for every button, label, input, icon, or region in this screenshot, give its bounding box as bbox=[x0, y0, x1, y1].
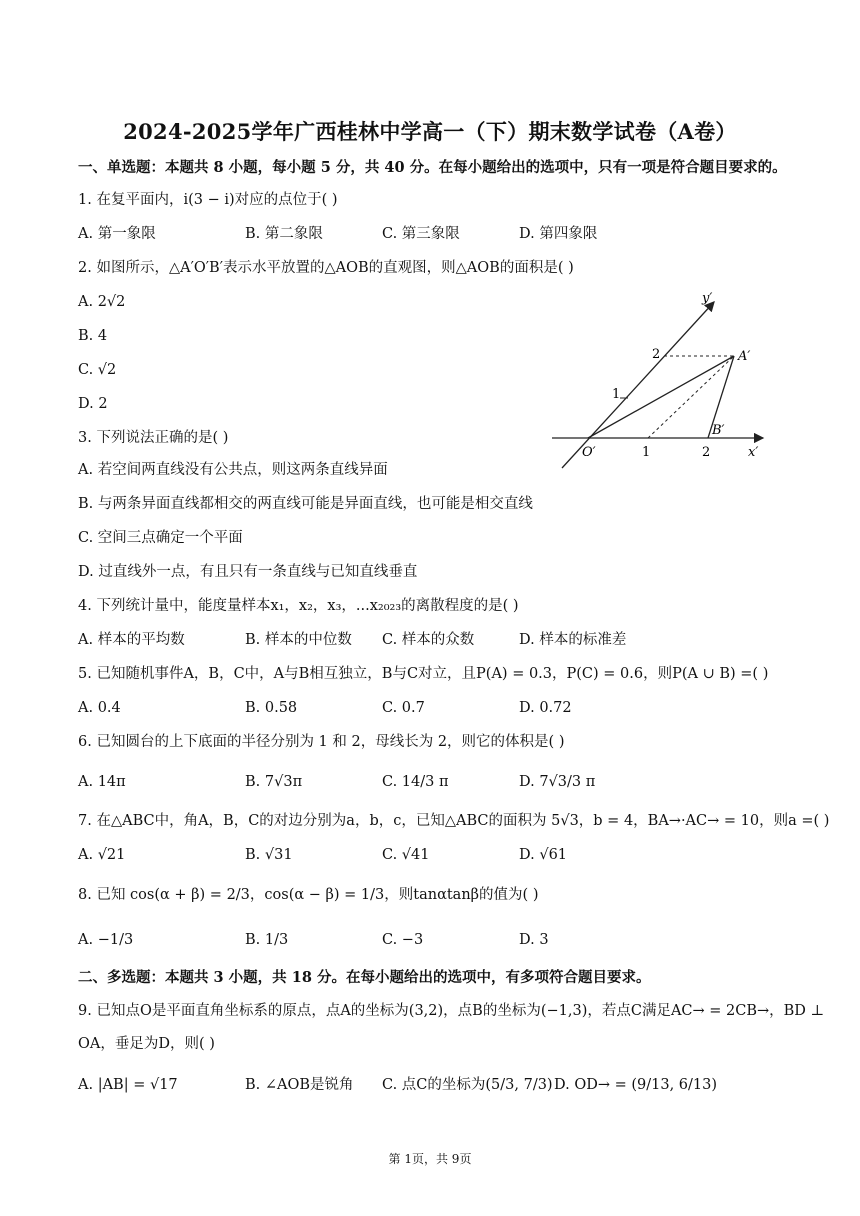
question-6-options bbox=[78, 772, 778, 792]
option-a: A. 样本的平均数 bbox=[78, 632, 185, 648]
option-b: B. ∠AOB是锐角 bbox=[245, 1077, 354, 1093]
y-tick-1-label: 1 bbox=[612, 387, 621, 402]
origin-label: O′ bbox=[582, 445, 596, 460]
question-3-stem: 3. 下列说法正确的是( ) bbox=[78, 430, 229, 446]
option-d: D. √61 bbox=[519, 847, 568, 863]
option-c: C. 样本的众数 bbox=[382, 632, 475, 648]
question-7-stem: 7. 在△ABC中，角A，B，C的对边分别为a，b，c，已知△ABC的面积为 5√3，b = 4，BA→·AC→ = 10，则a =( ) bbox=[78, 813, 830, 829]
exam-title: 2024-2025学年广西桂林中学高一（下）期末数学试卷（A卷） bbox=[123, 119, 737, 144]
option-b: B. 第二象限 bbox=[245, 226, 323, 242]
option-a: A. 0.4 bbox=[78, 700, 121, 716]
option-a: A. 第一象限 bbox=[78, 226, 156, 242]
question-8-stem: 8. 已知 cos(α + β) = 2/3，cos(α − β) = 1/3，则tanαtanβ的值为( ) bbox=[78, 887, 539, 903]
option-d: D. 2 bbox=[78, 396, 108, 412]
option-b: B. 4 bbox=[78, 328, 108, 344]
y-tick-2-label: 2 bbox=[652, 347, 661, 362]
option-a: A. −1/3 bbox=[78, 932, 134, 948]
y-axis-label: y′ bbox=[702, 291, 713, 306]
option-d: D. 7√3/3 π bbox=[519, 774, 596, 790]
question-9-options bbox=[78, 1075, 778, 1095]
option-b: B. 与两条异面直线都相交的两直线可能是异面直线，也可能是相交直线 bbox=[78, 496, 533, 512]
question-1-stem: 1. 在复平面内，i(3 − i)对应的点位于( ) bbox=[78, 192, 338, 208]
option-d: D. 第四象限 bbox=[519, 226, 598, 242]
y-axis-line bbox=[562, 302, 714, 468]
option-a: A. 14π bbox=[78, 774, 126, 790]
question-5-stem: 5. 已知随机事件A，B，C中，A与B相互独立，B与C对立，且P(A) = 0.3，P(C) = 0.6，则P(A ∪ B) =( ) bbox=[78, 666, 769, 682]
oblique-projection-figure bbox=[548, 290, 778, 470]
x-axis-label: x′ bbox=[748, 445, 759, 460]
question-2-stem: 2. 如图所示，△A′O′B′表示水平放置的△AOB的直观图，则△AOB的面积是( ) bbox=[78, 260, 574, 276]
option-d: D. 3 bbox=[519, 932, 549, 948]
question-9-stem-line-1: 9. 已知点O是平面直角坐标系的原点，点A的坐标为(3,2)，点B的坐标为(−1,3)，若点C满足AC→ = 2CB→，BD ⊥ bbox=[78, 1003, 825, 1019]
question-8-options bbox=[78, 930, 778, 950]
option-b: B. 7√3π bbox=[245, 774, 303, 790]
option-c: C. 第三象限 bbox=[382, 226, 460, 242]
page-footer: 第 1页，共 9页 bbox=[388, 1152, 472, 1166]
x-tick-1-label: 1 bbox=[642, 445, 651, 460]
option-d: D. 0.72 bbox=[519, 700, 572, 716]
option-b: B. 0.58 bbox=[245, 700, 298, 716]
option-c: C. 空间三点确定一个平面 bbox=[78, 530, 243, 546]
option-c: C. −3 bbox=[382, 932, 424, 948]
option-c: C. 点C的坐标为(5/3, 7/3) bbox=[382, 1077, 553, 1093]
option-d: D. 过直线外一点，有且只有一条直线与已知直线垂直 bbox=[78, 564, 418, 580]
option-a: A. |AB| = √17 bbox=[78, 1077, 178, 1093]
question-6-stem: 6. 已知圆台的上下底面的半径分别为 1 和 2，母线长为 2，则它的体积是( ) bbox=[78, 734, 565, 750]
question-4-options bbox=[78, 630, 778, 650]
x-tick-2-label: 2 bbox=[702, 445, 711, 460]
option-c: C. √2 bbox=[78, 362, 117, 378]
question-7-options bbox=[78, 845, 778, 865]
question-4-stem: 4. 下列统计量中，能度量样本x₁，x₂，x₃，...x₂₀₂₃的离散程度的是( ) bbox=[78, 598, 519, 614]
question-1-options bbox=[78, 224, 778, 244]
option-c: C. 0.7 bbox=[382, 700, 425, 716]
point-b-label: B′ bbox=[712, 423, 725, 438]
option-d: D. OD→ = (9/13, 6/13) bbox=[554, 1077, 718, 1093]
option-c: C. 14/3 π bbox=[382, 774, 449, 790]
section-2-heading: 二、多选题：本题共 3 小题，共 18 分。在每小题给出的选项中，有多项符合题目要求。 bbox=[78, 969, 651, 986]
option-b: B. √31 bbox=[245, 847, 293, 863]
question-5-options bbox=[78, 698, 778, 718]
section-1-heading: 一、单选题：本题共 8 小题，每小题 5 分，共 40 分。在每小题给出的选项中，只有一项是符合题目要求的。 bbox=[78, 159, 787, 176]
option-a: A. 若空间两直线没有公共点，则这两条直线异面 bbox=[78, 462, 388, 478]
option-a: A. √21 bbox=[78, 847, 126, 863]
option-a: A. 2√2 bbox=[78, 294, 126, 310]
question-9-stem-line-2: OA，垂足为D，则( ) bbox=[78, 1036, 215, 1052]
option-c: C. √41 bbox=[382, 847, 430, 863]
point-a-label: A′ bbox=[738, 349, 751, 364]
option-d: D. 样本的标准差 bbox=[519, 632, 627, 648]
option-b: B. 样本的中位数 bbox=[245, 632, 352, 648]
option-b: B. 1/3 bbox=[245, 932, 289, 948]
